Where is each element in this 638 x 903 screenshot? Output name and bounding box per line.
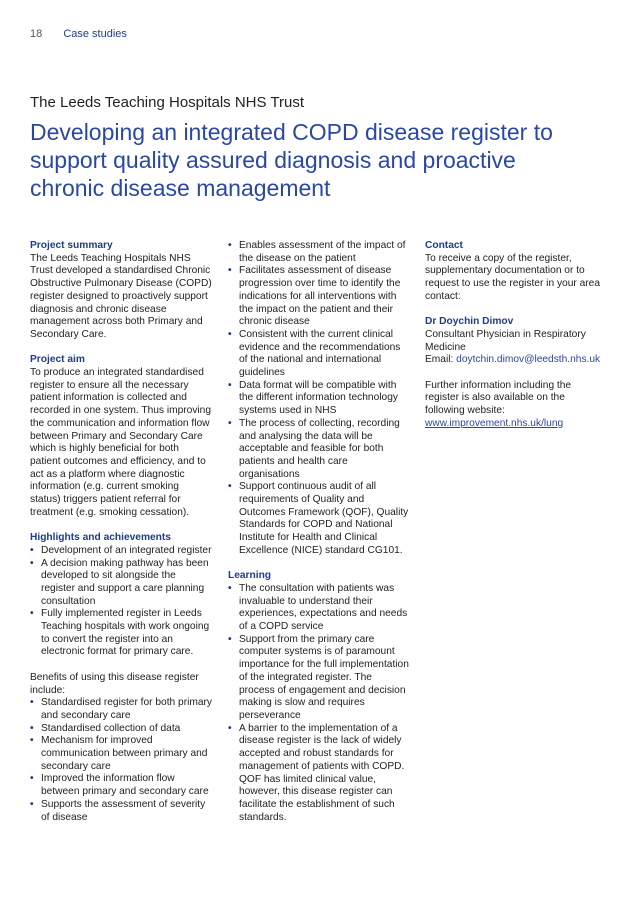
list-item: • Improved the information flow between primary and secondary care bbox=[30, 773, 212, 798]
further-info-text: Further information including the register is also available on the following website: bbox=[425, 379, 572, 417]
list-item: • Supports the assessment of severity of disease bbox=[30, 799, 212, 824]
list-item: • Support continuous audit of all requirements of Quality and Outcomes Framework (QOF), Quality Standards for COPD and National Institute for Health and Clinical Excellence (NICE) standard CG101. bbox=[228, 481, 410, 557]
email-label: Email: bbox=[425, 354, 454, 366]
contact-name: Dr Doychin Dimov bbox=[425, 316, 514, 328]
list-item: • The process of collecting, recording and analysing the data will be acceptable and feasible for both patients and health care organisations bbox=[228, 418, 410, 482]
contact-role: Consultant Physician in Respiratory Medicine bbox=[425, 328, 586, 353]
benefits-list-continued bbox=[228, 240, 410, 558]
project-aim-text: To produce an integrated standardised register to ensure all the necessary patient information is collected and recorded in one system. Thus improving the communication and information flow between Primary and Secondary Care which is highly beneficial for both patient outcomes and efficiency, and to act as a platform where diagnostic information (e.g. current smoking status) triggers patient referral for treatment (e.g. smoking cessation). bbox=[30, 367, 212, 518]
column-1 bbox=[30, 240, 212, 824]
list-item: • Enables assessment of the impact of the disease on the patient bbox=[228, 240, 410, 265]
page-header bbox=[30, 28, 127, 40]
column-2 bbox=[228, 240, 410, 824]
benefits-list bbox=[30, 697, 212, 824]
list-item: • A barrier to the implementation of a disease register is the lack of widely accepted and robust standards for management of patients with COPD. QOF has limited clinical value, however, this disease register can facilitate the establishment of such standards. bbox=[228, 723, 410, 825]
highlights-heading: Highlights and achievements bbox=[30, 532, 171, 544]
section-label: Case studies bbox=[63, 28, 127, 40]
list-item: • Mechanism for improved communication between primary and secondary care bbox=[30, 735, 212, 773]
list-item: • Fully implemented register in Leeds Teaching hospitals with work ongoing to convert the register into an electronic format for primary care. bbox=[30, 608, 212, 659]
learning-heading: Learning bbox=[228, 570, 272, 582]
project-aim-heading: Project aim bbox=[30, 354, 85, 366]
contact-email-line bbox=[425, 354, 607, 367]
list-item: • The consultation with patients was invaluable to understand their experiences, expectations and needs of a COPD service bbox=[228, 583, 410, 634]
organisation-name: The Leeds Teaching Hospitals NHS Trust bbox=[30, 94, 305, 111]
learning-list bbox=[228, 583, 410, 824]
list-item: • Data format will be compatible with the different information technology systems used in NHS bbox=[228, 380, 410, 418]
list-item: • Standardised collection of data bbox=[30, 723, 212, 736]
list-item: • Development of an integrated register bbox=[30, 545, 212, 558]
contact-text: To receive a copy of the register, supplementary documentation or to request to use the register in your area contact: bbox=[425, 252, 600, 302]
highlights-list bbox=[30, 545, 212, 659]
page-title: Developing an integrated COPD disease register to support quality assured diagnosis and proactive chronic disease management bbox=[30, 119, 553, 201]
list-item: • Standardised register for both primary and secondary care bbox=[30, 697, 212, 722]
contact-heading: Contact bbox=[425, 240, 463, 251]
list-item: • A decision making pathway has been developed to sit alongside the register and support a care planning consultation bbox=[30, 558, 212, 609]
benefits-intro: Benefits of using this disease register include: bbox=[30, 671, 199, 696]
project-summary-text: The Leeds Teaching Hospitals NHS Trust developed a standardised Chronic Obstructive Pulmonary Disease (COPD) register designed to proactively support diagnosis and chronic disease management across both Primary and Secondary Care. bbox=[30, 252, 212, 340]
website-link[interactable]: www.improvement.nhs.uk/lung bbox=[425, 417, 564, 429]
list-item: • Consistent with the current clinical evidence and the recommendations of the national and international guidelines bbox=[228, 329, 410, 380]
project-summary-heading: Project summary bbox=[30, 240, 113, 251]
column-3 bbox=[425, 240, 607, 431]
email-link[interactable]: doytchin.dimov@leedsth.nhs.uk bbox=[456, 354, 601, 366]
list-item: • Support from the primary care computer systems is of paramount importance for the full implementation of the integrated register. The process of engagement and decision making is slow and requires perseverance bbox=[228, 634, 410, 723]
page-number: 18 bbox=[30, 28, 43, 40]
list-item: • Facilitates assessment of disease progression over time to identify the indications for all interventions with the impact on the patient and their chronic disease bbox=[228, 265, 410, 329]
